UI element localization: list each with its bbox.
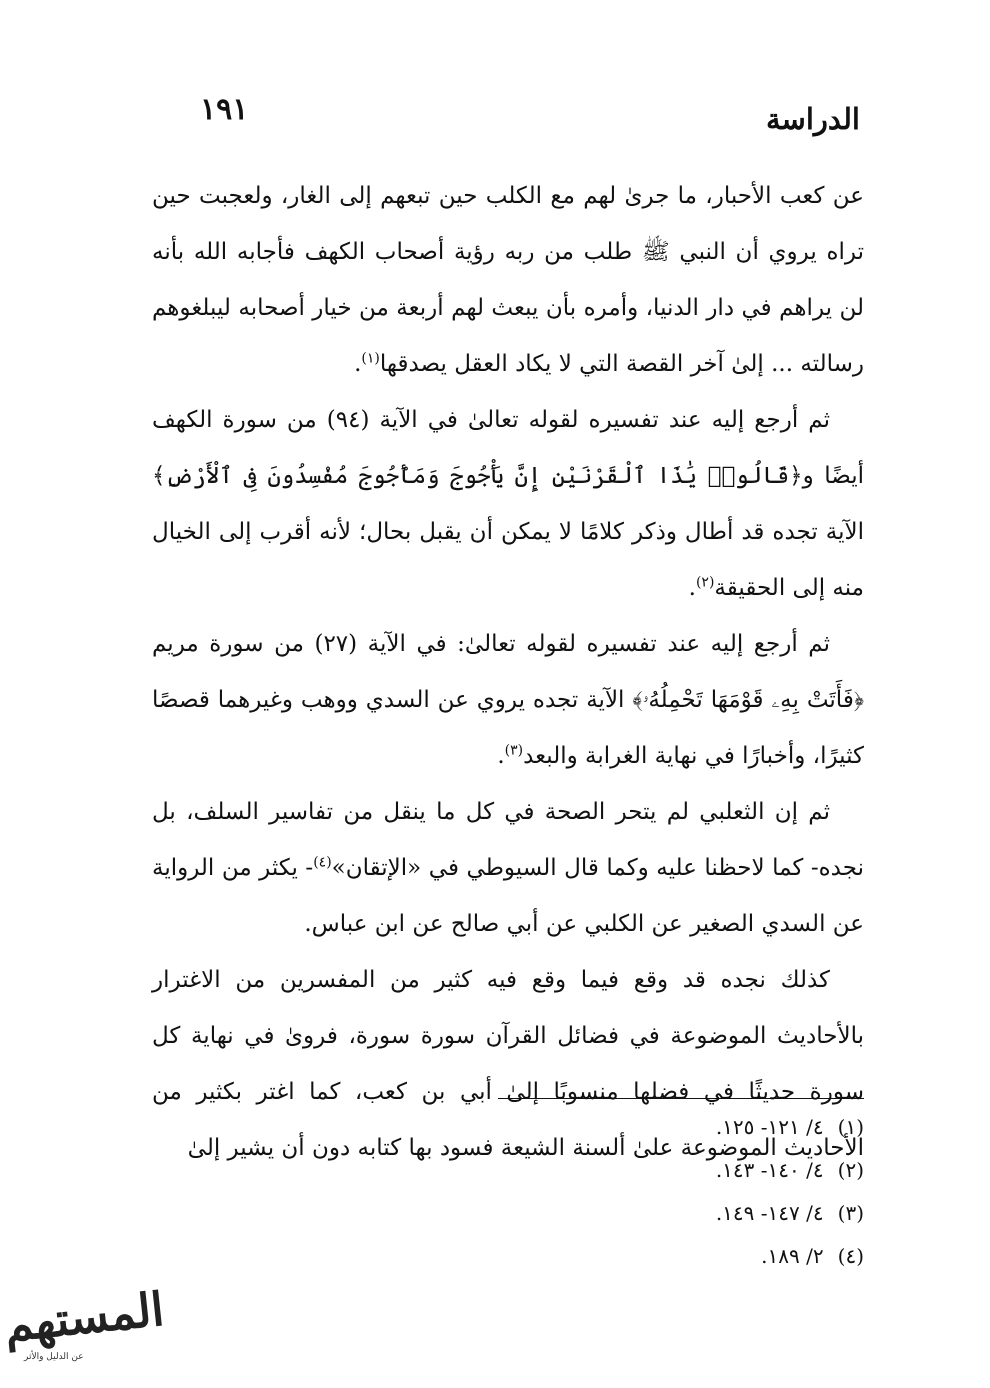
logo-subtext: عن الدليل والأثر [24,1352,84,1362]
paragraph-text: ثم أرجع إليه عند تفسيره لقوله تعالىٰ في الآية (٩٤) من سورة الكهف أيضًا و [152,407,865,489]
paragraph-text: ثم إن الثعلبي لم يتحر الصحة في كل ما ينقل من تفاسير السلف، بل نجده- كما لاحظنا عليه وكما قال السيوطي في «الإتقان» [152,799,864,881]
footnote-number: (٤) [837,1244,864,1268]
page-number: ١٩١ [200,92,249,127]
quran-verse: ﴿قَالُوا۟ يَٰذَا ٱلْقَرْنَيْنِ إِنَّ يَأْجُوجَ وَمَأْجُوجَ مُفْسِدُونَ فِى ٱلْأَرْضِ﴾ [152,463,803,489]
paragraph-text: . [354,351,362,377]
footnotes [444,1106,864,1278]
footnote-number: (١) [837,1115,864,1139]
paragraph-3 [152,616,864,784]
footnote-text: ٤/ ١٤٠- ١٤٣. [715,1158,824,1182]
paragraph-text: - يكثر من الرواية عن السدي الصغير عن الكلبي عن أبي صالح عن ابن عباس. [152,855,864,937]
watermark-logo [1,1281,167,1380]
footnote-text: ٢/ ١٨٩. [761,1244,824,1268]
footnote-reference: (٣) [504,742,524,759]
footnote-1 [444,1106,864,1149]
paragraph-text: الآية تجده قد أطال وذكر كلامًا لا يمكن أن يقبل بحال؛ لأنه أقرب إلى الخيال منه إلى الحقيقة [152,519,864,601]
logo-text: المستهم [1,1281,167,1353]
footnote-reference: (١) [361,350,380,367]
running-title: الدراسة [765,102,860,136]
quran-verse: ﴿فَأَتَتْ بِهِۦ قَوْمَهَا تَحْمِلُهُۥ﴾ [632,687,864,713]
footnote-text: ٤/ ١٢١- ١٢٥. [715,1115,824,1139]
footnote-number: (٢) [837,1158,864,1182]
paragraph-1 [152,168,864,392]
paragraph-2 [152,392,864,616]
body-text [152,168,864,1176]
paragraph-text: عن كعب الأحبار، ما جرىٰ لهم مع الكلب حين تبعهم إلى الغار، ولعجبت حين تراه يروي أن النبي ﷺ طلب من ربه رؤية أصحاب الكهف فأجابه الله بأنه لن يراهم في دار الدنيا، وأمره بأن يبعث لهم أربعة من خيار أصحابه ليبلغوهم رسالته ... إلىٰ آخر القصة التي لا يكاد العقل يصدقها [152,183,865,377]
footnote-number: (٣) [837,1201,864,1225]
paragraph-text: ثم أرجع إليه عند تفسيره لقوله تعالىٰ: في الآية (٢٧) من سورة مريم [152,631,831,657]
paragraph-4 [152,784,864,952]
footnote-3 [444,1192,864,1235]
paragraph-text: . [497,743,505,769]
footnote-text: ٤/ ١٤٧- ١٤٩. [715,1201,824,1225]
footnote-divider [498,1098,864,1099]
paragraph-text: كذلك نجده قد وقع فيما وقع فيه كثير من المفسرين من الاغترار بالأحاديث الموضوعة في فضائل القرآن سورة سورة، فروىٰ في نهاية كل سورة حديثًا في فضلها منسوبًا إلىٰ أبي بن كعب، كما اغتر بكثير من الأحاديث الموضوعة علىٰ ألسنة الشيعة فسود بها كتابه دون أن يشير إلىٰ [152,967,864,1161]
footnote-2 [444,1149,864,1192]
paragraph-text: . [688,575,696,601]
footnote-4 [444,1235,864,1278]
footnote-reference: (٢) [695,574,715,591]
footnote-reference: (٤) [313,854,332,871]
paragraph-text: الآية تجده يروي عن السدي ووهب وغيرهما قصصًا كثيرًا، وأخبارًا في نهاية الغرابة والبعد [152,687,864,769]
